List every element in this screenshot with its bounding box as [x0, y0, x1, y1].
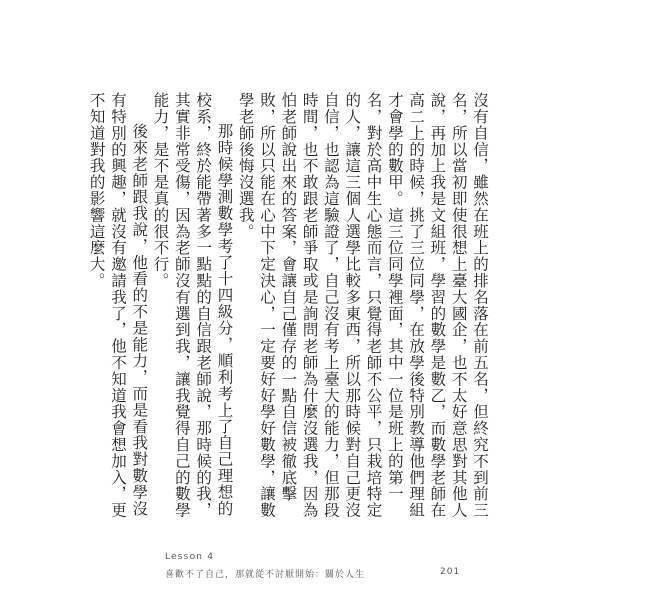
paragraph-2: 那時候學測數學考了十四級分，順利考上了自己理想的校系，終於能帶著多一點點的自信跟老師說，那時候的我，其實非常受傷，因為老師沒有選到我，讓我覺得自己的數學能力，是不是真的很不行。 [151, 92, 234, 519]
footer-section-label: Lesson 4 [165, 552, 215, 562]
paragraph-1: 沒有自信，雖然在班上的排名落在前五名，但終究不到前三名，所以當初即使很想上臺大國企，也不太好意思對其他人說，再加上我是文組班，學習的數學是數乙，而數學老師在高二上的時候，挑了三位同學，在放學後特別教導他們理組才會學的數甲。這三位同學裡面，其中一位是班上的第一名，對於高中生心態而言，只覺得老師不公平，只栽培特定的人，讓這三個人選學比較多東西，所以那時候對自己更沒自信，也認為這驗證了，自己沒有考上臺大的能力，但那段時間，也不敢跟老師爭取或是詢問老師為什麼沒選我，因為怕老師說出來的答案，會讓自己僅存的一點自信被徹底擊敗，所以只能在心中下定決心，一定要好好學好數學，讓數學老師後悔沒選我。 [236, 92, 489, 519]
page-number: 201 [440, 567, 461, 577]
body-text [87, 92, 490, 532]
paragraph-3: 後來老師跟我說，他看的不是能力，而是看我對數學沒有特別的興趣，就沒有邀請我了，他不知道我會想加入，更不知道對我的影響這麼大。 [87, 92, 149, 519]
footer-chapter-title: 喜歡不了自己，那就從不討厭開始：關於人生 [165, 570, 366, 580]
